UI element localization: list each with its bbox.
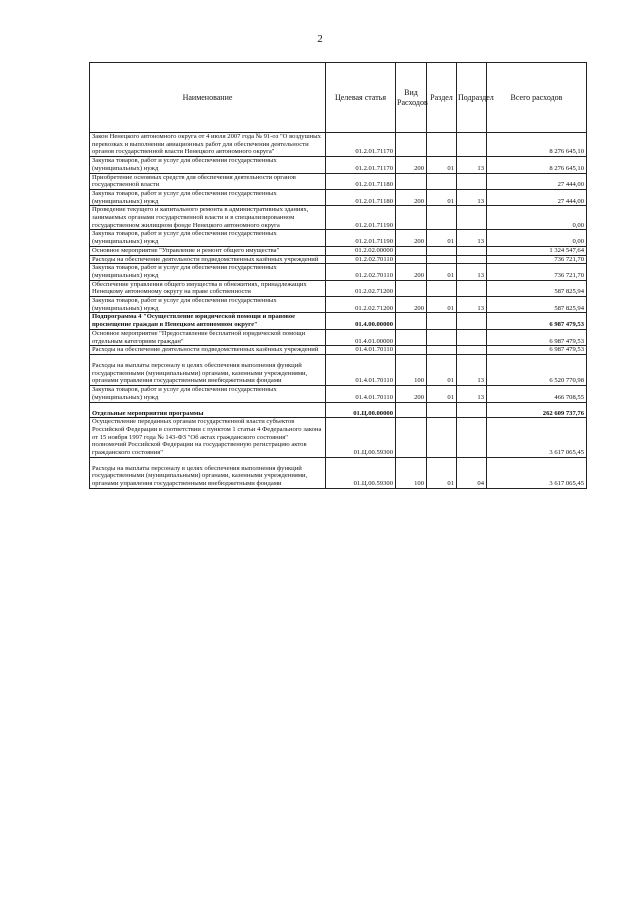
table-header-row [90, 63, 587, 133]
cell-total: 6 987 479,53 [487, 313, 587, 329]
cell-code: 01.2.02.70110 [326, 264, 396, 280]
cell-name: Подпрограмма 4 "Осуществление юридической помощи и правовое просвещение граждан в Ненецком автономном округе" [90, 313, 326, 329]
cell-total: 587 825,94 [487, 280, 587, 296]
cell-section: 01 [427, 457, 457, 488]
cell-subsection [457, 133, 487, 157]
budget-table [89, 62, 587, 489]
cell-kind: 200 [396, 386, 427, 402]
cell-total: 27 444,00 [487, 173, 587, 189]
cell-code: 01.Ц.00.00000 [326, 402, 396, 418]
cell-section: 01 [427, 386, 457, 402]
cell-subsection: 13 [457, 157, 487, 173]
header-kind: Вид Расходов [396, 63, 427, 133]
cell-name: Расходы на выплаты персоналу в целях обеспечения выполнения функций государственными (муниципальными) органами, казенными учреждениями, органами управления государственными внебюджетными фондами [90, 354, 326, 385]
cell-section [427, 173, 457, 189]
cell-name: Проведение текущего и капитального ремонта в административных зданиях, занимаемых органами государственной власти и в специализированном государственном жилищном фонде Ненецкого автономного округа [90, 206, 326, 230]
cell-total: 8 276 645,10 [487, 133, 587, 157]
cell-kind: 100 [396, 354, 427, 385]
cell-code: 01.4.01.70110 [326, 354, 396, 385]
table-row [90, 264, 587, 280]
cell-name: Закупка товаров, работ и услуг для обеспечения государственных (муниципальных) нужд [90, 297, 326, 313]
cell-total: 6 987 479,53 [487, 329, 587, 345]
cell-subsection [457, 206, 487, 230]
cell-code: 01.2.01.71170 [326, 157, 396, 173]
cell-subsection: 13 [457, 230, 487, 246]
cell-subsection [457, 255, 487, 264]
table-row [90, 386, 587, 402]
cell-name: Приобретение основных средств для обеспечения деятельности органов государственной власти [90, 173, 326, 189]
cell-name: Закон Ненецкого автономного округа от 4 июля 2007 года № 91-оз "О воздушных перевозках и выполнении авиационных работ для обеспечения деятельности органов государственной власти Ненецкого автономного округа" [90, 133, 326, 157]
cell-kind [396, 246, 427, 255]
cell-kind [396, 418, 427, 458]
cell-section [427, 133, 457, 157]
cell-kind [396, 173, 427, 189]
cell-name: Закупка товаров, работ и услуг для обеспечения государственных (муниципальных) нужд [90, 386, 326, 402]
cell-section: 01 [427, 297, 457, 313]
cell-name: Обеспечение управления общего имущества в обнежитиях, принадлежащих Ненецкому автономному округу на праве собственности [90, 280, 326, 296]
cell-name: Расходы на выплаты персоналу в целях обеспечения выполнения функций государственными (муниципальными) органами, казенными учреждениями, органами управления государственными внебюджетными фондами [90, 457, 326, 488]
table-row [90, 173, 587, 189]
cell-name: Основное мероприятие "Предоставление бесплатной юридической помощи отдельным категориям граждан" [90, 329, 326, 345]
cell-kind [396, 206, 427, 230]
cell-total: 587 825,94 [487, 297, 587, 313]
cell-total: 262 609 737,76 [487, 402, 587, 418]
cell-subsection: 13 [457, 297, 487, 313]
cell-name: Закупка товаров, работ и услуг для обеспечения государственных (муниципальных) нужд [90, 157, 326, 173]
cell-section [427, 402, 457, 418]
cell-subsection [457, 402, 487, 418]
cell-subsection [457, 418, 487, 458]
cell-section [427, 206, 457, 230]
cell-total: 27 444,00 [487, 189, 587, 205]
cell-code: 01.Ц.00.59300 [326, 418, 396, 458]
cell-kind: 200 [396, 264, 427, 280]
table-row [90, 189, 587, 205]
cell-subsection: 04 [457, 457, 487, 488]
cell-section: 01 [427, 157, 457, 173]
cell-kind [396, 329, 427, 345]
cell-subsection: 13 [457, 189, 487, 205]
cell-code: 01.2.02.70110 [326, 255, 396, 264]
cell-section: 01 [427, 354, 457, 385]
cell-section: 01 [427, 189, 457, 205]
table-row [90, 402, 587, 418]
cell-kind [396, 313, 427, 329]
cell-subsection: 13 [457, 264, 487, 280]
cell-section [427, 255, 457, 264]
cell-kind [396, 255, 427, 264]
cell-code: 01.2.02.00000 [326, 246, 396, 255]
table-row [90, 346, 587, 355]
table-row [90, 313, 587, 329]
cell-total: 8 276 645,10 [487, 157, 587, 173]
cell-total: 6 987 479,53 [487, 346, 587, 355]
cell-subsection: 13 [457, 354, 487, 385]
cell-section: 01 [427, 230, 457, 246]
cell-total: 3 617 065,45 [487, 457, 587, 488]
cell-section [427, 313, 457, 329]
cell-name: Основное мероприятие "Управление и ремонт общего имущества" [90, 246, 326, 255]
cell-kind [396, 346, 427, 355]
table-row [90, 206, 587, 230]
cell-name: Закупка товаров, работ и услуг для обеспечения государственных (муниципальных) нужд [90, 189, 326, 205]
cell-section [427, 329, 457, 345]
cell-kind: 200 [396, 297, 427, 313]
cell-code: 01.2.01.71180 [326, 189, 396, 205]
cell-code: 01.4.00.00000 [326, 313, 396, 329]
cell-subsection [457, 246, 487, 255]
header-section: Раздел [427, 63, 457, 133]
cell-section: 01 [427, 264, 457, 280]
cell-name: Расходы на обеспечение деятельности подведомственных казённых учреждений [90, 255, 326, 264]
cell-total: 6 520 770,98 [487, 354, 587, 385]
cell-name: Осуществление переданных органам государственной власти субъектов Российской Федерации в соответствии с пунктом 1 статьи 4 Федерального закона от 15 ноября 1997 года № 143-ФЗ "Об актах гражданского состояния" полномочий Российской Федерации на государственную регистрацию актов гражданского состояния" [90, 418, 326, 458]
table-row [90, 255, 587, 264]
cell-subsection [457, 329, 487, 345]
cell-kind: 200 [396, 157, 427, 173]
cell-section [427, 280, 457, 296]
cell-name: Расходы на обеспечение деятельности подведомственных казённых учреждений [90, 346, 326, 355]
table-row [90, 418, 587, 458]
cell-total: 466 708,55 [487, 386, 587, 402]
cell-code: 01.2.01.71170 [326, 133, 396, 157]
cell-section [427, 418, 457, 458]
cell-total: 736 721,70 [487, 255, 587, 264]
cell-code: 01.2.01.71180 [326, 173, 396, 189]
header-name: Наименование [90, 63, 326, 133]
cell-code: 01.4.01.00000 [326, 329, 396, 345]
cell-subsection [457, 313, 487, 329]
cell-code: 01.Ц.00.59300 [326, 457, 396, 488]
cell-code: 01.2.01.71190 [326, 230, 396, 246]
cell-total: 3 617 065,45 [487, 418, 587, 458]
table-row [90, 297, 587, 313]
cell-code: 01.4.01.70110 [326, 386, 396, 402]
cell-code: 01.2.02.71200 [326, 280, 396, 296]
table-row [90, 354, 587, 385]
cell-total: 0,00 [487, 206, 587, 230]
cell-code: 01.4.01.70110 [326, 346, 396, 355]
table-row [90, 280, 587, 296]
table-body [90, 133, 587, 489]
cell-total: 1 324 547,64 [487, 246, 587, 255]
cell-total: 0,00 [487, 230, 587, 246]
page-number: 2 [317, 33, 323, 45]
cell-kind: 100 [396, 457, 427, 488]
cell-subsection [457, 346, 487, 355]
cell-subsection [457, 173, 487, 189]
table-row [90, 133, 587, 157]
cell-code: 01.2.01.71190 [326, 206, 396, 230]
header-subsection: Подраздел [457, 63, 487, 133]
cell-subsection [457, 280, 487, 296]
table-row [90, 246, 587, 255]
cell-name: Закупка товаров, работ и услуг для обеспечения государственных (муниципальных) нужд [90, 264, 326, 280]
table-row [90, 230, 587, 246]
cell-kind: 200 [396, 189, 427, 205]
cell-kind [396, 402, 427, 418]
cell-kind [396, 133, 427, 157]
cell-section [427, 346, 457, 355]
cell-name: Закупка товаров, работ и услуг для обеспечения государственных (муниципальных) нужд [90, 230, 326, 246]
table-row [90, 457, 587, 488]
table-row [90, 157, 587, 173]
header-total: Всего расходов [487, 63, 587, 133]
cell-section [427, 246, 457, 255]
table-row [90, 329, 587, 345]
cell-kind [396, 280, 427, 296]
cell-subsection: 13 [457, 386, 487, 402]
cell-name: Отдельные мероприятия программы [90, 402, 326, 418]
header-code: Целевая статья [326, 63, 396, 133]
cell-code: 01.2.02.71200 [326, 297, 396, 313]
cell-kind: 200 [396, 230, 427, 246]
cell-total: 736 721,70 [487, 264, 587, 280]
